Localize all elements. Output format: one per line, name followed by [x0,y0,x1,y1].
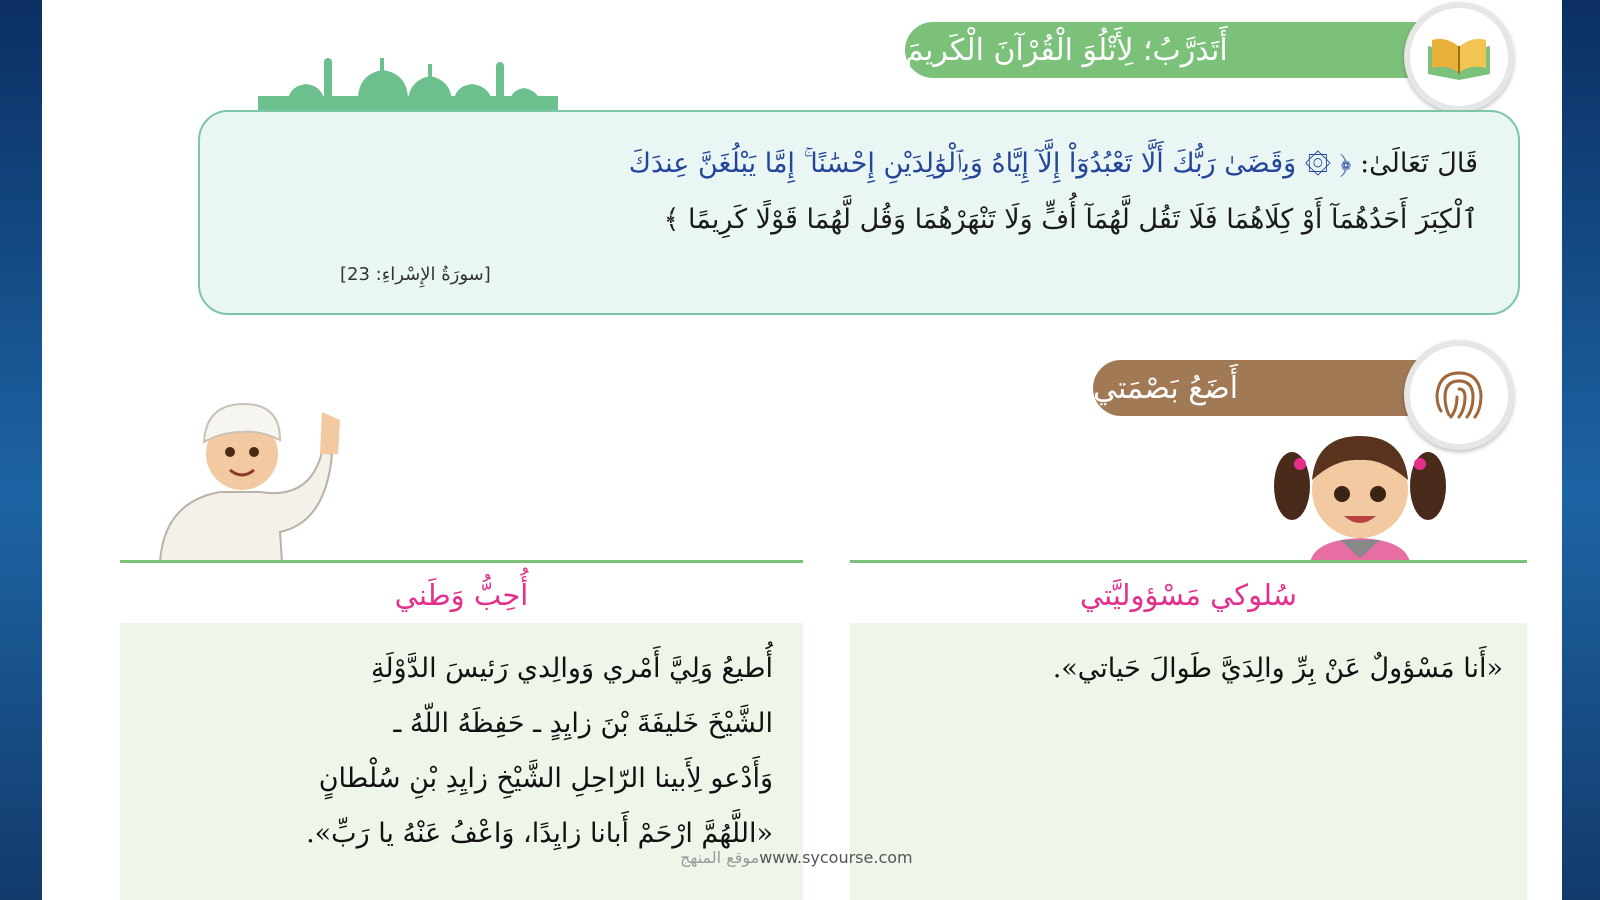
quran-verse-box [198,110,1520,315]
mosque-silhouette-icon [258,56,558,112]
responsibility-statement: «أَنا مَسْؤولٌ عَنْ بِرِّ والِدَيَّ طَوالَ حَياتي». [1052,653,1503,684]
love-homeland-title: أُحِبُّ وَطَني [394,578,529,612]
right-column-rule [850,560,1527,563]
verse-line-2: ٱلْكِبَرَ أَحَدُهُمَآ أَوْ كِلَاهُمَا فَلَا تَقُل لَّهُمَآ أُفٍّ وَلَا تَنْهَرْهُمَا وَقُل لَّهُمَا قَوْلًا كَرِيمًا ﴾ [663,204,1478,235]
site-name: موقع المنهج [680,848,760,867]
fingerprint-icon [1429,365,1489,425]
left-column-rule [120,560,803,563]
fingerprint-header [1093,360,1445,416]
recite-icon-badge [1404,2,1514,112]
site-url: www.sycourse.com [759,848,913,867]
fingerprint-title: أَضَعُ بَصْمَتي [1093,370,1239,406]
site-watermark [680,848,913,867]
homeland-line-4: «اللَّهُمَّ ارْحَمْ أَبانا زايِدًا، وَاعْفُ عَنْهُ يا رَبِّ». [306,818,773,849]
homeland-line-3: وَأَدْعو لِأَبينا الرّاحِلِ الشَّيْخِ زايِدِ بْنِ سُلْطانٍ [318,763,773,794]
quran-verse [228,136,1478,248]
quran-book-icon [1424,32,1494,82]
girl-illustration [1270,428,1450,563]
left-background-strip [0,0,42,900]
homeland-line-2: الشَّيْخَ خَليفَةَ بْنَ زايِدٍ ـ حَفِظَهُ اللّهُ ـ [393,708,773,739]
boy-illustration [150,392,350,562]
homeland-line-1: أُطيعُ وَلِيَّ أَمْري وَوالِدي رَئيسَ الدَّوْلَةِ [370,653,773,684]
verse-lead: قَالَ تَعَالَىٰ: [1360,148,1478,179]
right-background-strip [1562,0,1600,900]
verse-line-1: ﴿ ۞ وَقَضَىٰ رَبُّكَ أَلَّا تَعْبُدُوٓاْ إِلَّآ إِيَّاهُ وَبِٱلْوَٰلِدَيْنِ إِحْسَٰنًا ۚ إِمَّا يَبْلُغَنَّ عِندَكَ [628,148,1352,179]
behavior-responsibility-title: سُلوكي مَسْؤوليَّتي [1080,578,1297,612]
recite-header [905,22,1445,78]
verse-reference: [سورَةُ الإِسْراءِ: 23] [340,264,491,285]
recite-title: أَتَدَرَّبُ؛ لِأَتْلُوَ الْقُرْآنَ الْكَريمَ [905,32,1228,68]
behavior-responsibility-text [850,623,1527,900]
